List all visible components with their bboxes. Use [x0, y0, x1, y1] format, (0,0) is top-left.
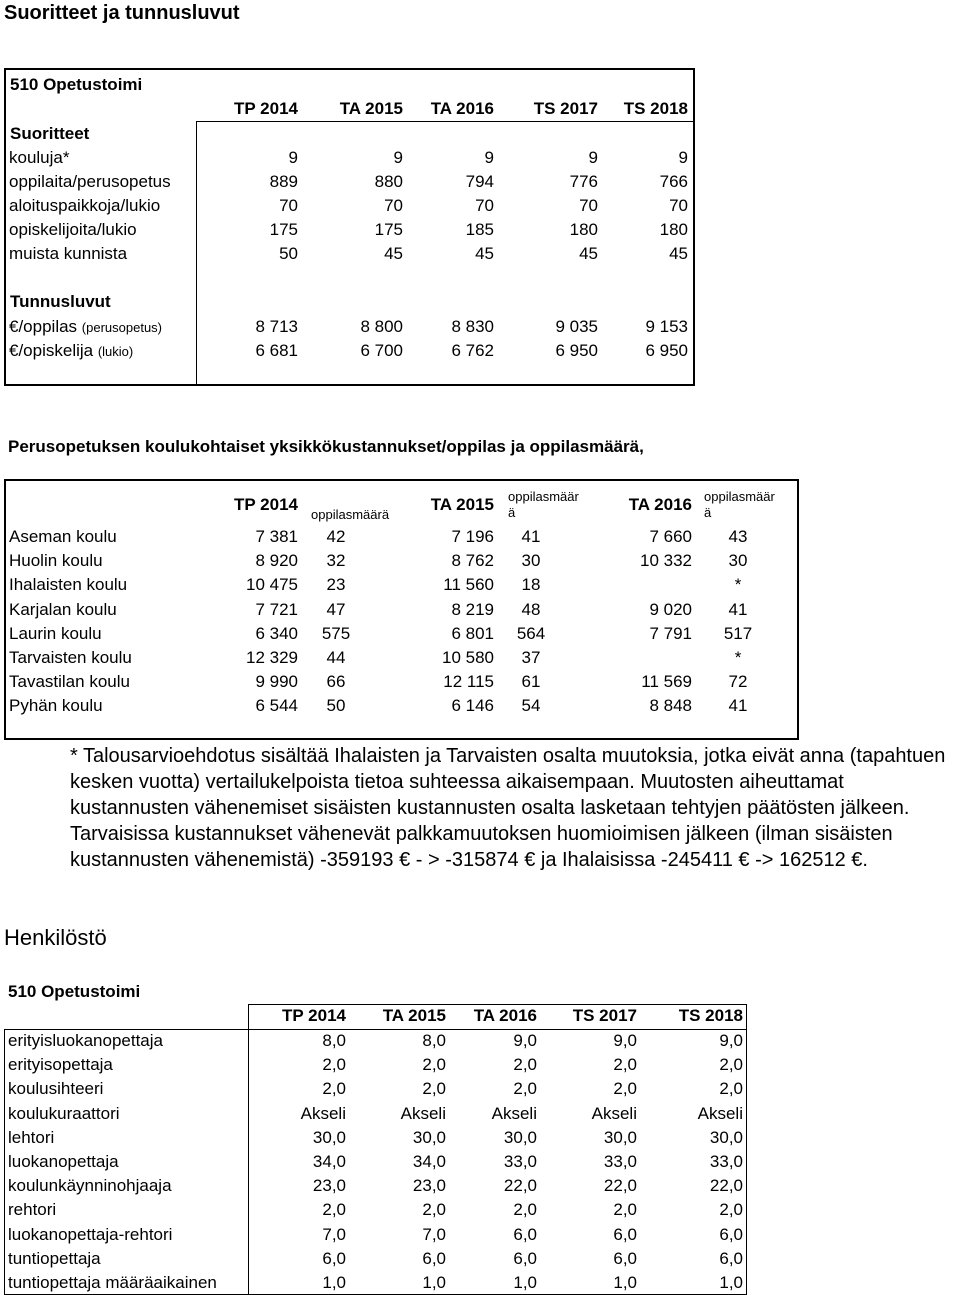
- row-value: 45: [579, 244, 598, 263]
- staff-value: 8,0: [422, 1031, 446, 1050]
- staff-role: tuntiopettaja: [8, 1248, 101, 1268]
- row-value: 9: [484, 148, 494, 167]
- staff-value: 1,0: [513, 1273, 537, 1292]
- school-value: 72: [728, 672, 748, 692]
- staff-value: 30,0: [412, 1127, 446, 1147]
- table1-header-row: [6, 97, 697, 121]
- kpi-value: 8 800: [360, 317, 403, 336]
- staff-value: 2,0: [322, 1200, 346, 1220]
- school-value: 517: [723, 623, 753, 643]
- kpi-row: [6, 315, 697, 339]
- school-row: [6, 670, 801, 694]
- performance-row: [6, 242, 697, 266]
- kpi-value: 6 762: [451, 341, 494, 360]
- school-name: Ihalaisten koulu: [9, 575, 128, 595]
- school-row: [6, 598, 801, 622]
- staff-value: 6,0: [719, 1248, 743, 1268]
- school-value: 6 801: [451, 623, 494, 643]
- staff-row: [4, 1029, 747, 1053]
- school-value: 11 569: [641, 672, 692, 692]
- staff-role: koulunkäynninohjaaja: [8, 1176, 172, 1196]
- performance-table: [4, 68, 695, 386]
- table3-header: TS 2017: [572, 1006, 637, 1025]
- school-name: Huolin koulu: [9, 551, 103, 571]
- row-value: 880: [374, 172, 403, 191]
- header-count2-line2: ä: [508, 505, 516, 520]
- staff-row: [4, 1053, 747, 1077]
- row-value: 180: [659, 220, 688, 239]
- staff-value: 33,0: [709, 1152, 743, 1171]
- staff-value: 9,0: [513, 1031, 537, 1050]
- school-value: 12 329: [246, 648, 298, 667]
- table1-unit: 510 Opetustoimi: [10, 75, 143, 94]
- school-value: 44: [326, 648, 346, 667]
- row-value: 50: [279, 244, 298, 263]
- school-row: [6, 622, 801, 646]
- staff-value: 2,0: [322, 1079, 346, 1099]
- row-value: 180: [569, 220, 598, 239]
- kpi-label: €/oppilas: [9, 317, 78, 336]
- table3-header: TP 2014: [282, 1006, 346, 1025]
- staff-value: 2,0: [613, 1200, 637, 1220]
- row-value: 9: [588, 148, 598, 167]
- school-value: 43: [728, 527, 748, 546]
- school-name: Laurin koulu: [9, 623, 102, 643]
- school-value: 7 196: [451, 527, 494, 546]
- row-value: 889: [269, 172, 298, 191]
- school-value: *: [734, 575, 742, 595]
- row-value: 70: [579, 196, 598, 215]
- staff-value: 30,0: [603, 1127, 637, 1147]
- staff-role: luokanopettaja-rehtori: [8, 1224, 173, 1244]
- staff-value: 1,0: [719, 1273, 743, 1292]
- school-value: 54: [521, 696, 541, 716]
- school-value: 6 146: [451, 696, 494, 716]
- row-label: muista kunnista: [9, 244, 128, 263]
- staff-value: 2,0: [513, 1200, 537, 1220]
- staff-value: 7,0: [422, 1224, 446, 1244]
- staff-value: 2,0: [719, 1079, 743, 1099]
- row-value: 9: [393, 148, 403, 167]
- row-value: 70: [669, 196, 688, 215]
- kpi-label: €/opiskelija: [9, 341, 94, 360]
- staff-value: 6,0: [613, 1224, 637, 1244]
- staff-row: [4, 1198, 747, 1222]
- header-ta2016: TA 2016: [628, 495, 692, 514]
- kpi-value: 8 713: [255, 317, 298, 336]
- row-value: 766: [659, 172, 688, 191]
- kpi-value: 6 700: [360, 341, 403, 360]
- staff-value: 30,0: [709, 1127, 743, 1147]
- school-cost-table: [4, 479, 799, 740]
- school-value: 7 791: [649, 623, 692, 643]
- performance-row: [6, 194, 697, 218]
- row-value: 185: [465, 220, 494, 239]
- section-suoritteet: Suoritteet: [10, 124, 90, 143]
- header-ta2015: TA 2015: [430, 495, 494, 514]
- table1-header: TS 2018: [623, 99, 688, 118]
- staff-value: 6,0: [422, 1248, 446, 1268]
- staff-value: 33,0: [603, 1152, 637, 1171]
- kpi-value: 6 950: [645, 341, 688, 360]
- staff-value: 22,0: [503, 1176, 537, 1196]
- school-value: *: [734, 648, 742, 667]
- school-name: Karjalan koulu: [9, 599, 117, 619]
- kpi-value: 6 950: [555, 341, 598, 360]
- header-count1: oppilasmäärä: [311, 507, 390, 522]
- staff-value: 9,0: [719, 1031, 743, 1050]
- staff-value: 6,0: [719, 1224, 743, 1244]
- school-name: Tarvaisten koulu: [9, 648, 132, 667]
- table3-header-row: [4, 1004, 747, 1028]
- staff-value: 22,0: [709, 1176, 743, 1196]
- school-value: 11 560: [443, 575, 494, 595]
- kpi-value: 9 153: [645, 317, 688, 336]
- school-value: 7 381: [255, 527, 298, 546]
- staff-value: 34,0: [312, 1152, 346, 1171]
- staff-role: rehtori: [8, 1200, 57, 1220]
- staff-value: 2,0: [513, 1055, 537, 1075]
- staff-row: [4, 1102, 747, 1126]
- school-value: 10 332: [640, 551, 692, 571]
- header-count2-line1: oppilasmäär: [508, 489, 579, 504]
- staff-value: Akseli: [300, 1103, 346, 1123]
- staff-value: 2,0: [613, 1079, 637, 1099]
- row-label: kouluja*: [9, 148, 70, 167]
- staff-role: koulusihteeri: [8, 1079, 104, 1099]
- school-value: 9 020: [649, 599, 692, 619]
- header-count3-line1: oppilasmäär: [704, 489, 775, 504]
- school-value: 8 920: [255, 551, 298, 571]
- row-value: 776: [569, 172, 598, 191]
- school-value: 50: [326, 696, 346, 716]
- staff-value: 2,0: [613, 1055, 637, 1075]
- table3-unit: 510 Opetustoimi: [8, 982, 141, 1001]
- table1-header: TP 2014: [234, 99, 298, 118]
- staff-value: 9,0: [613, 1031, 637, 1050]
- row-value: 70: [384, 196, 403, 215]
- row-label: opiskelijoita/lukio: [9, 220, 137, 239]
- row-value: 9: [678, 148, 688, 167]
- school-row: [6, 694, 801, 718]
- school-value: 8 848: [649, 696, 692, 716]
- school-value: 7 721: [255, 599, 298, 619]
- staff-value: 2,0: [719, 1055, 743, 1075]
- staff-value: 6,0: [322, 1248, 346, 1268]
- kpi-row: [6, 339, 697, 363]
- school-row: [6, 646, 801, 670]
- staff-table: [4, 978, 747, 1295]
- school-value: 37: [521, 648, 541, 667]
- staff-value: 7,0: [322, 1224, 346, 1244]
- staff-role: lehtori: [8, 1127, 55, 1147]
- staff-value: 1,0: [422, 1273, 446, 1292]
- staff-value: Akseli: [697, 1103, 743, 1123]
- school-value: 23: [326, 575, 346, 595]
- school-row: [6, 525, 801, 549]
- staff-value: 33,0: [503, 1152, 537, 1171]
- staff-value: 23,0: [312, 1176, 346, 1196]
- staff-title: Henkilöstö: [4, 925, 107, 950]
- school-value: 61: [521, 672, 541, 692]
- school-value: 6 340: [255, 623, 298, 643]
- staff-value: 30,0: [503, 1127, 537, 1147]
- staff-row: [4, 1150, 747, 1174]
- row-label: aloituspaikkoja/lukio: [9, 196, 161, 215]
- school-value: 12 115: [443, 672, 494, 692]
- kpi-value: 9 035: [555, 317, 598, 336]
- table1-header: TS 2017: [533, 99, 598, 118]
- row-value: 175: [374, 220, 403, 239]
- staff-value: 1,0: [322, 1273, 346, 1292]
- school-value: 564: [516, 623, 546, 643]
- school-value: 48: [521, 599, 541, 619]
- staff-role: koulukuraattori: [8, 1103, 120, 1123]
- school-value: 47: [326, 599, 346, 619]
- footnote: * Talousarvioehdotus sisältää Ihalaisten ja Tarvaisten osalta muutoksia, jotka eivät anna (tapahtuen kesken vuotta) vertailukelpoista tietoa suhteessa aikaisempaan. Muutosten aiheuttamat kustannusten vähenemiset sisäisten kustannusten osalta lasketaan tehtyjen päätösten jälkeen. Tarvaisissa kustannukset vähenevät palkkamuutoksen huomioimisen jälkeen (ilman sisäisten kustannusten vähenemistä) -359193 € - > -315874 € ja Ihalaisissa -245411 € -> 162512 €.: [70, 745, 946, 871]
- school-value: 66: [326, 672, 346, 692]
- school-value: 32: [326, 551, 346, 571]
- table3-header: TA 2016: [473, 1006, 537, 1025]
- staff-value: Akseli: [491, 1103, 537, 1123]
- school-value: 10 475: [246, 575, 298, 595]
- kpi-note: (lukio): [97, 344, 134, 359]
- row-value: 9: [288, 148, 298, 167]
- row-value: 70: [279, 196, 298, 215]
- staff-role: tuntiopettaja määräaikainen: [8, 1273, 217, 1292]
- row-value: 45: [384, 244, 403, 263]
- school-value: 8 219: [451, 599, 494, 619]
- table3-header: TA 2015: [382, 1006, 446, 1025]
- staff-value: 2,0: [422, 1055, 446, 1075]
- performance-row: [6, 218, 697, 242]
- header-tp2014: TP 2014: [234, 495, 298, 514]
- staff-value: Akseli: [400, 1103, 446, 1123]
- staff-value: 2,0: [719, 1200, 743, 1220]
- school-row: [6, 573, 801, 597]
- staff-role: luokanopettaja: [8, 1152, 119, 1171]
- row-value: 70: [475, 196, 494, 215]
- school-value: 41: [728, 599, 748, 619]
- staff-row: [4, 1077, 747, 1101]
- table1-header: TA 2016: [430, 99, 494, 118]
- staff-value: 2,0: [322, 1055, 346, 1075]
- kpi-value: 6 681: [255, 341, 298, 360]
- school-value: 42: [326, 527, 346, 546]
- staff-value: 34,0: [412, 1152, 446, 1171]
- row-value: 794: [465, 172, 494, 191]
- staff-value: Akseli: [591, 1103, 637, 1123]
- staff-value: 6,0: [513, 1248, 537, 1268]
- school-value: 7 660: [649, 527, 692, 546]
- school-value: 30: [728, 551, 748, 571]
- row-value: 45: [475, 244, 494, 263]
- school-value: 9 990: [255, 672, 298, 692]
- school-name: Pyhän koulu: [9, 696, 103, 716]
- table3-header: TS 2018: [678, 1006, 743, 1025]
- table1-header: TA 2015: [339, 99, 403, 118]
- header-count3-line2: ä: [704, 505, 712, 520]
- school-name: Tavastilan koulu: [9, 672, 130, 692]
- school-name: Aseman koulu: [9, 527, 117, 546]
- staff-value: 2,0: [513, 1079, 537, 1099]
- performance-row: [6, 170, 697, 194]
- school-value: 30: [521, 551, 541, 571]
- staff-value: 6,0: [513, 1224, 537, 1244]
- staff-value: 30,0: [312, 1127, 346, 1147]
- staff-row: [4, 1174, 747, 1198]
- staff-value: 22,0: [603, 1176, 637, 1196]
- staff-value: 8,0: [322, 1031, 346, 1050]
- staff-value: 2,0: [422, 1200, 446, 1220]
- school-value: 18: [521, 575, 541, 595]
- page-title: Suoritteet ja tunnusluvut: [4, 2, 240, 24]
- staff-value: 2,0: [422, 1079, 446, 1099]
- section-tunnusluvut: Tunnusluvut: [10, 292, 111, 311]
- performance-row: [6, 146, 697, 170]
- staff-value: 6,0: [613, 1248, 637, 1268]
- school-value: 8 762: [451, 551, 494, 571]
- staff-value: 1,0: [613, 1273, 637, 1292]
- staff-row: [4, 1271, 747, 1295]
- staff-row: [4, 1223, 747, 1247]
- school-row: [6, 549, 801, 573]
- cost-table-title: Perusopetuksen koulukohtaiset yksikkökustannukset/oppilas ja oppilasmäärä,: [8, 437, 644, 456]
- school-value: 41: [521, 527, 541, 546]
- staff-role: erityisopettaja: [8, 1055, 113, 1075]
- row-label: oppilaita/perusopetus: [9, 172, 171, 191]
- kpi-value: 8 830: [451, 317, 494, 336]
- row-value: 175: [269, 220, 298, 239]
- school-value: 41: [728, 696, 748, 716]
- school-value: 6 544: [255, 696, 298, 716]
- staff-role: erityisluokanopettaja: [8, 1031, 163, 1050]
- school-value: 10 580: [442, 648, 494, 667]
- staff-row: [4, 1247, 747, 1271]
- school-value: 575: [321, 623, 351, 643]
- kpi-note: (perusopetus): [81, 320, 163, 335]
- staff-value: 23,0: [412, 1176, 446, 1196]
- staff-row: [4, 1126, 747, 1150]
- row-value: 45: [669, 244, 688, 263]
